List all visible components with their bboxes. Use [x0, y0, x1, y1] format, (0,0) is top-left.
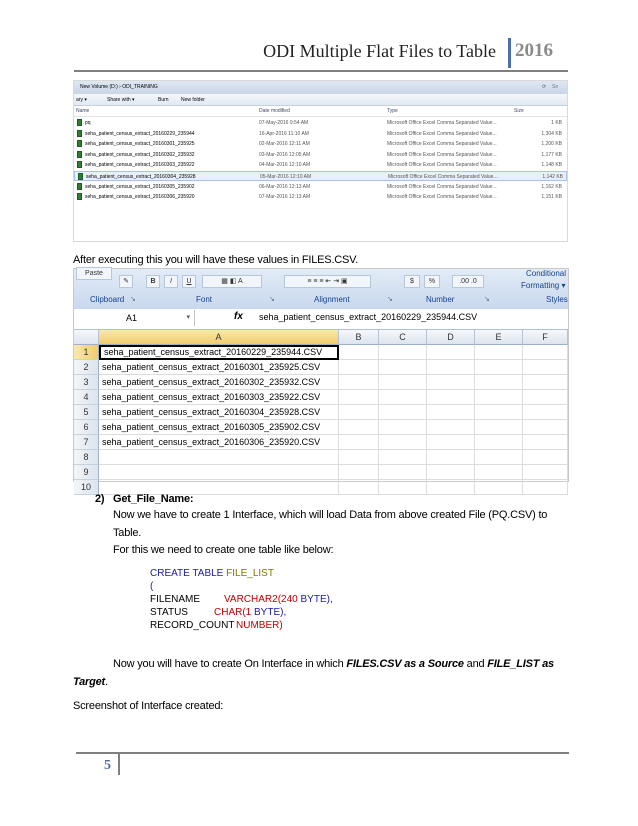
explorer-column-headers [74, 106, 567, 117]
cell-b5[interactable] [339, 405, 379, 420]
italic-button[interactable]: I [164, 275, 178, 288]
column-header-e[interactable]: E [475, 330, 523, 345]
file-row[interactable] [74, 192, 567, 202]
footer-rule [76, 752, 569, 754]
code-line-2 [150, 580, 333, 593]
column-date[interactable]: Date modified [259, 108, 290, 114]
file-name[interactable]: seha_patient_census_extract_20160229_235944 [85, 130, 195, 137]
explorer-toolbar [74, 94, 567, 106]
cell-c9[interactable] [379, 465, 427, 480]
cell-e9[interactable] [475, 465, 523, 480]
paragraph-1-line-2: Table. [113, 527, 142, 539]
code-col1-byte: BYTE), [300, 594, 333, 605]
sql-code-block [150, 567, 333, 632]
code-line-4 [150, 606, 333, 619]
document-title: ODI Multiple Flat Files to Table [263, 41, 496, 61]
cell-e5[interactable] [475, 405, 523, 420]
file-row[interactable] [74, 182, 567, 192]
row-header-9[interactable]: 9 [74, 465, 99, 480]
number-group-label: Number [426, 295, 455, 304]
row-header-2[interactable]: 2 [74, 360, 99, 375]
row-header-1[interactable]: 1 [74, 345, 99, 360]
file-date: 07-Mar-2016 12:13 AM [259, 194, 311, 201]
underline-button[interactable]: U [182, 275, 196, 288]
code-open-paren: ( [150, 581, 154, 592]
cell-e6[interactable] [475, 420, 523, 435]
paragraph-2: For this we need to create one table like below: [113, 544, 334, 556]
select-all-corner[interactable] [74, 330, 99, 345]
formatting-label[interactable]: Formatting ▾ [521, 281, 566, 290]
file-type: Microsoft Office Excel Comma Separated Value... [387, 130, 497, 137]
file-type: Microsoft Office Excel Comma Separated Value... [387, 120, 497, 126]
name-box-value[interactable]: A1 [126, 313, 138, 323]
formula-input[interactable]: seha_patient_census_extract_20160229_235944.CSV [259, 312, 478, 322]
file-size: 1,162 KB [541, 183, 562, 190]
paragraph-3-target-2: Target [73, 676, 106, 688]
file-size: 1,200 KB [541, 141, 562, 148]
file-name[interactable]: seha_patient_census_extract_20160301_235925 [85, 141, 195, 148]
clipboard-launcher-icon[interactable]: ↘ [130, 296, 136, 303]
code-table-name: FILE_LIST [226, 568, 274, 579]
code-col1: FILENAME [150, 594, 201, 605]
file-name[interactable]: seha_patient_census_extract_20160304_235928 [86, 174, 196, 180]
file-row[interactable] [74, 118, 567, 128]
cell-a8[interactable] [99, 450, 339, 465]
column-size[interactable]: Size [514, 108, 524, 114]
paragraph-3-line-2 [73, 676, 108, 688]
cell-b10[interactable] [339, 480, 379, 495]
clipboard-group-label: Clipboard [90, 295, 125, 304]
paste-button[interactable]: Paste [76, 267, 112, 280]
document-year: 2016 [515, 40, 553, 61]
cell-d9[interactable] [427, 465, 475, 480]
explorer-path[interactable]: New Volume (D:) › ODI_TRAINING [80, 84, 158, 90]
file-row[interactable] [74, 129, 567, 139]
fx-icon[interactable]: fx [234, 311, 243, 322]
file-row[interactable] [74, 171, 567, 181]
cell-f3[interactable] [523, 375, 568, 390]
cell-c4[interactable] [379, 390, 427, 405]
cell-c3[interactable] [379, 375, 427, 390]
file-size: 1 KB [551, 120, 562, 126]
paragraph-3-mid: and [463, 658, 488, 670]
file-size: 1,151 KB [541, 194, 562, 201]
file-date: 05-Mar-2016 12:10 AM [260, 174, 312, 180]
cell-f10[interactable] [523, 480, 568, 495]
cell-c8[interactable] [379, 450, 427, 465]
cell-d5[interactable] [427, 405, 475, 420]
cell-b4[interactable] [339, 390, 379, 405]
bold-button[interactable]: B [146, 275, 160, 288]
cell-c5[interactable] [379, 405, 427, 420]
cell-c6[interactable] [379, 420, 427, 435]
cell-c10[interactable] [379, 480, 427, 495]
cell-a3[interactable]: seha_patient_census_extract_20160302_235932.CSV [99, 375, 339, 390]
csv-file-icon [77, 151, 82, 158]
screenshot-caption: Screenshot of Interface created: [73, 700, 224, 712]
cell-f7[interactable] [523, 435, 568, 450]
code-col3-type: NUMBER) [236, 620, 283, 631]
alignment-group-label: Alignment [314, 295, 350, 304]
font-launcher-icon[interactable]: ↘ [269, 296, 275, 303]
row-header-4[interactable]: 4 [74, 390, 99, 405]
code-col2-byte: BYTE), [254, 607, 287, 618]
cell-d2[interactable] [427, 360, 475, 375]
code-col2: STATUS [150, 607, 188, 618]
cell-e8[interactable] [475, 450, 523, 465]
conditional-label[interactable]: Conditional [526, 269, 567, 278]
file-size: 1,142 KB [542, 174, 563, 180]
code-col1-type: VARCHAR2(240 [224, 594, 298, 605]
file-date: 03-Mar-2016 12:05 AM [259, 151, 311, 158]
cell-c1[interactable] [379, 345, 427, 360]
file-type: Microsoft Office Excel Comma Separated Value... [387, 183, 497, 190]
file-date: 02-Mar-2016 12:11 AM [259, 141, 310, 148]
cell-c7[interactable] [379, 435, 427, 450]
cell-d3[interactable] [427, 375, 475, 390]
cell-f2[interactable] [523, 360, 568, 375]
cell-d10[interactable] [427, 480, 475, 495]
csv-file-icon [77, 161, 82, 168]
styles-group-label: Styles [546, 295, 568, 304]
cell-b1[interactable] [339, 345, 379, 360]
csv-file-icon [77, 130, 82, 137]
csv-file-icon [78, 173, 83, 180]
column-type[interactable]: Type [387, 108, 398, 114]
cell-b6[interactable] [339, 420, 379, 435]
cell-e7[interactable] [475, 435, 523, 450]
chevron-down-icon[interactable]: ▾ [186, 314, 190, 321]
file-type: Microsoft Office Excel Comma Separated Value... [388, 174, 498, 180]
column-header-c[interactable]: C [379, 330, 427, 345]
paragraph-1-line-1: Now we have to create 1 Interface, which will load Data from above created File (PQ.CSV) to [113, 509, 548, 521]
file-row[interactable] [74, 139, 567, 149]
cell-a7[interactable]: seha_patient_census_extract_20160306_235920.CSV [99, 435, 339, 450]
file-name[interactable]: seha_patient_census_extract_20160302_235932 [85, 151, 195, 158]
cell-b8[interactable] [339, 450, 379, 465]
borders-fill-icons[interactable]: ▦ ◧ A [202, 275, 262, 288]
font-group-label: Font [196, 295, 213, 304]
column-header-f[interactable]: F [523, 330, 568, 345]
file-type: Microsoft Office Excel Comma Separated Value... [387, 151, 497, 158]
format-painter-icon[interactable]: ✎ [119, 275, 133, 288]
row-header-7[interactable]: 7 [74, 435, 99, 450]
paragraph-3-pre: Now you will have to create On Interface in which [113, 658, 347, 670]
explorer-address-bar[interactable] [74, 81, 567, 94]
file-size: 1,148 KB [541, 162, 562, 169]
cell-a5[interactable]: seha_patient_census_extract_20160304_235928.CSV [99, 405, 339, 420]
refresh-icon[interactable]: ⟳ [542, 84, 547, 90]
row-header-3[interactable]: 3 [74, 375, 99, 390]
file-name[interactable]: seha_patient_census_extract_20160303_235922 [85, 162, 195, 169]
cell-a2[interactable]: seha_patient_census_extract_20160301_235925.CSV [99, 360, 339, 375]
spreadsheet-grid [74, 330, 568, 492]
code-create-table: CREATE TABLE [150, 568, 224, 579]
cell-d4[interactable] [427, 390, 475, 405]
file-size: 1,177 KB [541, 151, 562, 158]
header-divider [508, 38, 511, 68]
column-name[interactable]: Name [76, 108, 90, 114]
cell-e4[interactable] [475, 390, 523, 405]
column-header-a[interactable]: A [99, 330, 339, 345]
cell-d1[interactable] [427, 345, 475, 360]
name-box[interactable] [74, 310, 195, 326]
header-rule [74, 70, 568, 72]
file-date: 16-Apr-2016 11:10 AM [259, 130, 309, 137]
burn-button[interactable]: Burn [158, 97, 169, 103]
file-size: 1,304 KB [541, 130, 562, 137]
column-header-d[interactable]: D [427, 330, 475, 345]
cell-a1[interactable]: seha_patient_census_extract_20160229_235944.CSV [99, 345, 339, 360]
file-name[interactable]: pq [85, 120, 91, 126]
paragraph-3-source: FILES.CSV as a Source [346, 658, 464, 670]
cell-f4[interactable] [523, 390, 568, 405]
percent-button[interactable]: % [424, 275, 440, 288]
file-type: Microsoft Office Excel Comma Separated Value... [387, 162, 497, 169]
cell-b3[interactable] [339, 375, 379, 390]
footer-divider [118, 753, 120, 775]
cell-e2[interactable] [475, 360, 523, 375]
file-name[interactable]: seha_patient_census_extract_20160306_235920 [85, 194, 195, 201]
code-line-1 [150, 567, 333, 580]
csv-file-icon [77, 140, 82, 147]
cell-b9[interactable] [339, 465, 379, 480]
file-type: Microsoft Office Excel Comma Separated Value... [387, 141, 497, 148]
cell-e10[interactable] [475, 480, 523, 495]
file-date: 06-Mar-2016 12:13 AM [259, 183, 311, 190]
cell-a9[interactable] [99, 465, 339, 480]
share-with-button[interactable]: Share with ▾ [107, 97, 135, 103]
file-date: 07-May-2016 9:54 AM [259, 120, 309, 126]
cell-f8[interactable] [523, 450, 568, 465]
cell-b7[interactable] [339, 435, 379, 450]
cell-c2[interactable] [379, 360, 427, 375]
csv-file-icon [77, 183, 82, 190]
cell-e3[interactable] [475, 375, 523, 390]
alignment-buttons[interactable]: ≡ ≡ ≡ ⇤ ⇥ ▣ [284, 275, 371, 288]
paragraph-3-line-1 [113, 658, 554, 670]
section-number: 2) [95, 493, 105, 505]
file-row[interactable] [74, 150, 567, 160]
currency-icon[interactable]: $ [404, 275, 420, 288]
explorer-search[interactable]: Se [552, 84, 559, 90]
column-header-b[interactable]: B [339, 330, 379, 345]
csv-file-icon [77, 193, 82, 200]
cell-d8[interactable] [427, 450, 475, 465]
row-header-6[interactable]: 6 [74, 420, 99, 435]
cell-a4[interactable]: seha_patient_census_extract_20160303_235922.CSV [99, 390, 339, 405]
cell-b2[interactable] [339, 360, 379, 375]
page-number: 5 [104, 758, 111, 773]
excel-screenshot [73, 268, 569, 492]
row-header-10[interactable]: 10 [74, 480, 99, 495]
after-executing-text: After executing this you will have these values in FILES.CSV. [73, 254, 359, 266]
file-type: Microsoft Office Excel Comma Separated Value... [387, 194, 497, 201]
paragraph-3-target: FILE_LIST as [487, 658, 554, 670]
cell-a6[interactable]: seha_patient_census_extract_20160305_235902.CSV [99, 420, 339, 435]
number-launcher-icon[interactable]: ↘ [484, 296, 490, 303]
file-row[interactable] [74, 160, 567, 170]
row-header-8[interactable]: 8 [74, 450, 99, 465]
section-heading: Get_File_Name: [113, 493, 194, 505]
formula-bar [74, 309, 568, 330]
alignment-launcher-icon[interactable]: ↘ [387, 296, 393, 303]
explorer-screenshot [73, 80, 568, 242]
paragraph-3-end: . [105, 676, 108, 688]
cell-f5[interactable] [523, 405, 568, 420]
row-header-5[interactable]: 5 [74, 405, 99, 420]
cell-f9[interactable] [523, 465, 568, 480]
file-date: 04-Mar-2016 12:10 AM [259, 162, 311, 169]
cell-d7[interactable] [427, 435, 475, 450]
excel-ribbon [74, 269, 568, 310]
code-col2-type: CHAR(1 [214, 607, 252, 618]
decimal-buttons[interactable]: .00 .0 [452, 275, 484, 288]
code-line-5 [150, 619, 333, 632]
code-col3: RECORD_COUNT [150, 620, 235, 631]
csv-file-icon [77, 119, 82, 126]
cell-d6[interactable] [427, 420, 475, 435]
cell-f1[interactable] [523, 345, 568, 360]
file-name[interactable]: seha_patient_census_extract_20160305_235902 [85, 183, 195, 190]
organize-button[interactable]: ary ▾ [76, 97, 87, 103]
cell-e1[interactable] [475, 345, 523, 360]
new-folder-button[interactable]: New folder [181, 97, 205, 103]
code-line-3 [150, 593, 333, 606]
cell-f6[interactable] [523, 420, 568, 435]
